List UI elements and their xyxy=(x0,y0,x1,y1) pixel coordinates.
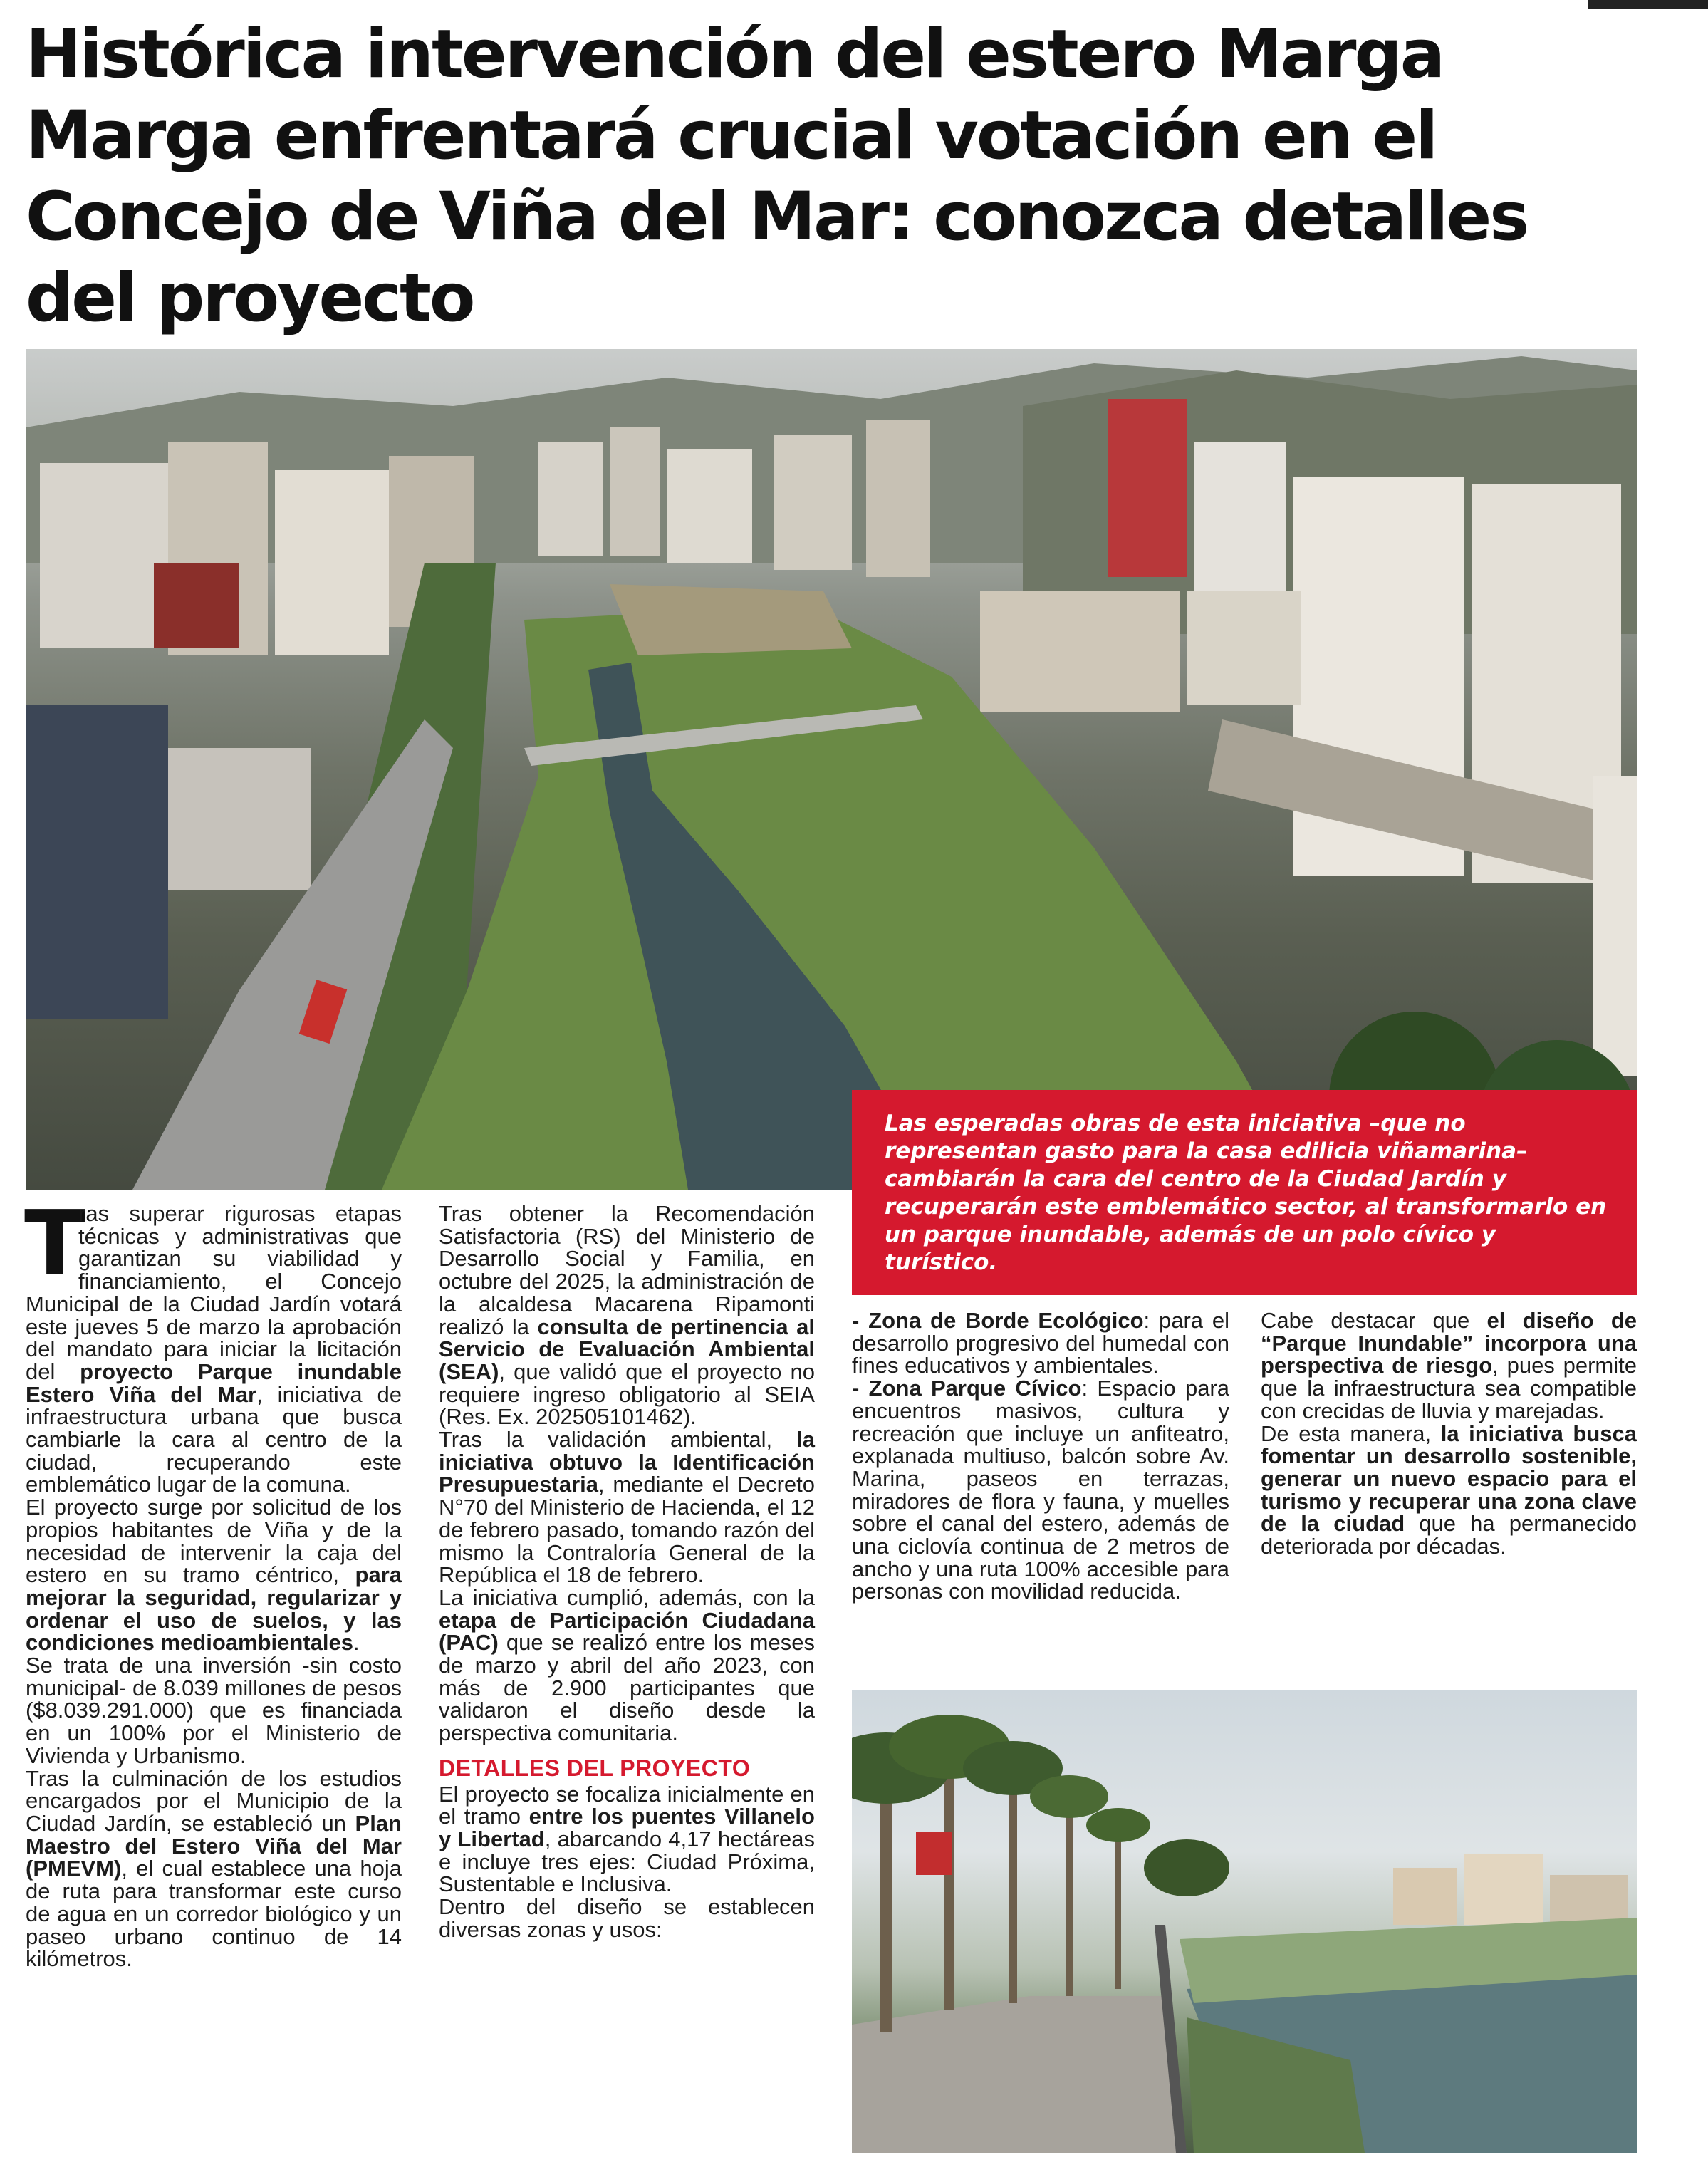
paragraph-text: , iniciativa de infraestructura urbana que busca cambiarle la cara al centro de la ciudad, recuperando este emblemático lugar de la comuna. xyxy=(26,1381,402,1497)
paragraph-5 xyxy=(439,1202,815,1428)
paragraph-3 xyxy=(26,1654,402,1767)
paragraph-8 xyxy=(439,1783,815,1896)
paragraph-text: : Espacio para encuentros masivos, cultura y recreación que incluye un anfiteatro, explanada multiuso, balcón sobre Av. Marina, paseos en terrazas, miradores de flora y fauna, y muelles sobre el canal del estero, además de una ciclovía continua de 2 metros de ancho y una ruta 100% accesible para personas con movilidad reducida. xyxy=(852,1376,1230,1604)
paragraph-text: : para el desarrollo progresivo del humedal con fines educativos y ambientales. xyxy=(852,1308,1229,1378)
paragraph-text: Tras obtener la Recomendación Satisfactoria (RS) del Ministerio de Desarrollo Social y Familia, en octubre del 2025, la administración de la alcaldesa Macarena Ripamonti realizó la xyxy=(439,1201,815,1339)
paragraph-10 xyxy=(852,1309,1229,1377)
paragraph-6 xyxy=(439,1428,815,1586)
paragraph-2 xyxy=(26,1496,402,1654)
paragraph-text: Tras la culminación de los estudios encargados por el Municipio de la Ciudad Jardín, se estableció un xyxy=(26,1765,402,1836)
paragraph-text: que se realizó entre los meses de marzo y abril del año 2023, con más de 2.900 participantes que validaron el diseño desde la perspectiva comunitaria. xyxy=(439,1630,815,1746)
paragraph-1 xyxy=(24,1191,402,1497)
paragraph-text: Se trata de una inversión -sin costo municipal- de 8.039 millones de pesos ($8.039.291.000) que es financiada en un 100% por el Ministerio de Vivienda y Urbanismo. xyxy=(26,1653,402,1768)
paragraph-text: Tras la validación ambiental, xyxy=(439,1427,797,1453)
header-corner-bar xyxy=(1588,0,1708,9)
article-column-4 xyxy=(1261,1309,1637,1558)
paragraph-bold: - Zona Parque Cívico xyxy=(852,1376,1082,1401)
paragraph-bold: la iniciativa busca fomentar un desarrollo sostenible, generar un nuevo espacio para el turismo y recuperar una zona clave de la ciudad xyxy=(1261,1420,1637,1537)
headline: Histórica intervención del estero Marga Marga enfrentará crucial votación en el Concejo de Viña del Mar: conozca detalles del proyecto xyxy=(26,16,1528,337)
paragraph-text: El proyecto se focaliza inicialmente en el tramo xyxy=(439,1781,815,1829)
photo-caption: Las esperadas obras de esta iniciativa –que no representan gasto para la casa edilicia viñamarina– cambiarán la cara del centro de la Ciudad Jardín y recuperarán este emblemático sector, al transformarlo en un parque inundable, además de un polo cívico y turístico. xyxy=(885,1111,1607,1275)
project-rendering xyxy=(852,1690,1637,2153)
paragraph-text: , el cual establece una hoja de ruta para transformar este curso de agua en un corredor biológico y un paseo urbano continuo de 14 kilómetros. xyxy=(26,1856,402,1972)
paragraph-bold: etapa de Participación Ciudadana (PAC) xyxy=(439,1607,815,1656)
paragraph-bold: Plan Maestro del Estero Viña del Mar (PMEVM) xyxy=(26,1810,402,1881)
park-rendering-icon xyxy=(852,1690,1637,2153)
paragraph-bold: la iniciativa obtuvo la Identificación Presupuestaria xyxy=(439,1427,815,1497)
paragraph-7 xyxy=(439,1586,815,1745)
paragraph-text: . xyxy=(353,1630,360,1656)
paragraph-11 xyxy=(852,1377,1229,1603)
paragraph-text: , abarcando 4,17 hectáreas e incluye tres ejes: Ciudad Próxima, Sustentable e Inclusiva. xyxy=(439,1826,815,1897)
paragraph-text: El proyecto surge por solicitud de los propios habitantes de Viña y de la necesidad de intervenir la caja del estero en su tramo céntrico, xyxy=(26,1495,402,1588)
paragraph-bold: el diseño de “Parque Inundable” incorpora una perspectiva de riesgo xyxy=(1261,1308,1637,1378)
paragraph-text: Dentro del diseño se establecen diversas zonas y usos: xyxy=(439,1894,815,1942)
article-column-2 xyxy=(439,1202,815,1941)
paragraph-bold: entre los puentes Villanelo y Libertad xyxy=(439,1804,815,1851)
aerial-city-photo-icon xyxy=(26,349,1637,1190)
paragraph-bold: para mejorar la seguridad, regularizar y ordenar el uso de suelos, y las condiciones medioambientales xyxy=(26,1562,402,1656)
paragraph-9 xyxy=(439,1896,815,1941)
paragraph-text: Cabe destacar que xyxy=(1261,1308,1487,1333)
paragraph-text: De esta manera, xyxy=(1261,1420,1441,1446)
section-subhead: DETALLES DEL PROYECTO xyxy=(439,1755,751,1781)
paragraph-text: , que validó que el proyecto no requiere ingreso obligatorio al SEIA (Res. Ex. 202505101462). xyxy=(439,1358,815,1430)
paragraph-bold: - Zona de Borde Ecológico xyxy=(852,1308,1144,1333)
paragraph-text: ras superar rigurosas etapas técnicas y administrativas que garantizan su viabilidad y financiamiento, el Concejo Municipal de la Ciudad Jardín votará este jueves 5 de marzo la aprobación del mandato para iniciar la licitación del xyxy=(26,1201,402,1384)
photo-caption-box xyxy=(852,1090,1637,1295)
paragraph-13 xyxy=(1261,1420,1637,1559)
paragraph-12 xyxy=(1261,1309,1637,1423)
paragraph-text: , mediante el Decreto N°70 del Ministerio de Hacienda, el 12 de febrero pasado, tomando razón del mismo la Contraloría General de la República el 18 de febrero. xyxy=(439,1472,815,1588)
hero-photo xyxy=(26,349,1637,1190)
paragraph-bold: consulta de pertinencia al Servicio de Evaluación Ambiental (SEA) xyxy=(439,1314,815,1384)
dropcap: T xyxy=(24,1191,85,1296)
paragraph-text: La iniciativa cumplió, además, con la xyxy=(439,1584,815,1610)
article-column-3 xyxy=(852,1309,1229,1603)
paragraph-bold: proyecto Parque inundable Estero Viña del Mar xyxy=(26,1358,402,1407)
paragraph-text: que ha permanecido deteriorada por décadas. xyxy=(1261,1511,1637,1559)
paragraph-4 xyxy=(26,1767,402,1970)
article-column-1 xyxy=(24,1191,402,1972)
paragraph-text: , pues permite que la infraestructura sea compatible con crecidas de lluvia y marejadas. xyxy=(1261,1353,1637,1423)
